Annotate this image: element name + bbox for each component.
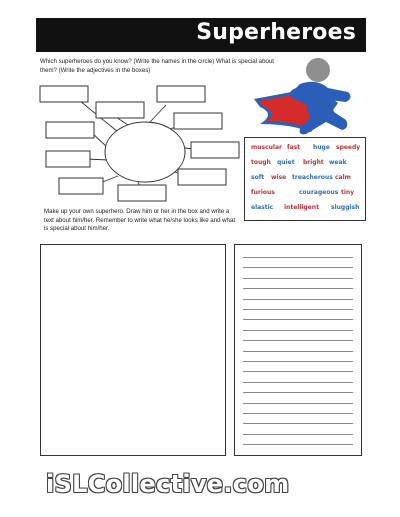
adjective-word: intelligent [284,204,319,211]
adjective-word: tough [251,159,271,166]
writing-line [243,257,353,258]
writing-line [243,382,353,383]
adjective-word: wise [271,174,287,181]
writing-line [243,351,353,352]
adjective-word: bright [303,159,324,166]
adjective-word-bank [244,137,366,221]
adjective-word: sluggish [331,204,360,211]
writing-line [243,361,353,362]
adjective-word: huge [313,144,330,151]
adjective-word: elastic [251,204,274,211]
writing-line [243,444,353,445]
adjective-word: tiny [341,189,355,196]
adjective-grid [245,138,367,222]
adjective-word: courageous [299,189,339,196]
writing-line [243,423,353,424]
footer-watermark: iSLCollective.com [46,470,290,498]
adjective-word: weak [329,159,347,166]
adjective-word: soft [251,174,265,181]
writing-line [243,278,353,279]
writing-line [243,330,353,331]
page-title: Superheroes [196,20,356,45]
writing-line [243,403,353,404]
writing-line [243,340,353,341]
writing-line [243,299,353,300]
writing-box[interactable] [234,244,362,456]
writing-line [243,267,353,268]
writing-line [243,434,353,435]
writing-line [243,319,353,320]
adjective-word: calm [335,174,351,181]
writing-line [243,392,353,393]
writing-line [243,371,353,372]
adjective-word: speedy [336,144,361,151]
instruction-create-hero: Make up your own superhero. Draw him or her in the box and write a text about him/her. Remember to write what he/she looks like and what is special about him/her. [44,208,236,233]
adjective-word: fast [287,144,301,151]
adjective-word: furious [251,189,275,196]
drawing-box[interactable] [40,244,226,456]
writing-line [243,288,353,289]
hero-head [306,58,330,82]
writing-line [243,413,353,414]
adjective-word: treacherous [292,174,333,181]
instruction-mindmap: Which superheroes do you know? (Write the names in the circle) What is special about them? (Write the adjectives in the boxes) [40,58,274,74]
adjective-word: quiet [277,159,295,166]
adjective-word: muscular [251,144,282,151]
writing-line [243,309,353,310]
